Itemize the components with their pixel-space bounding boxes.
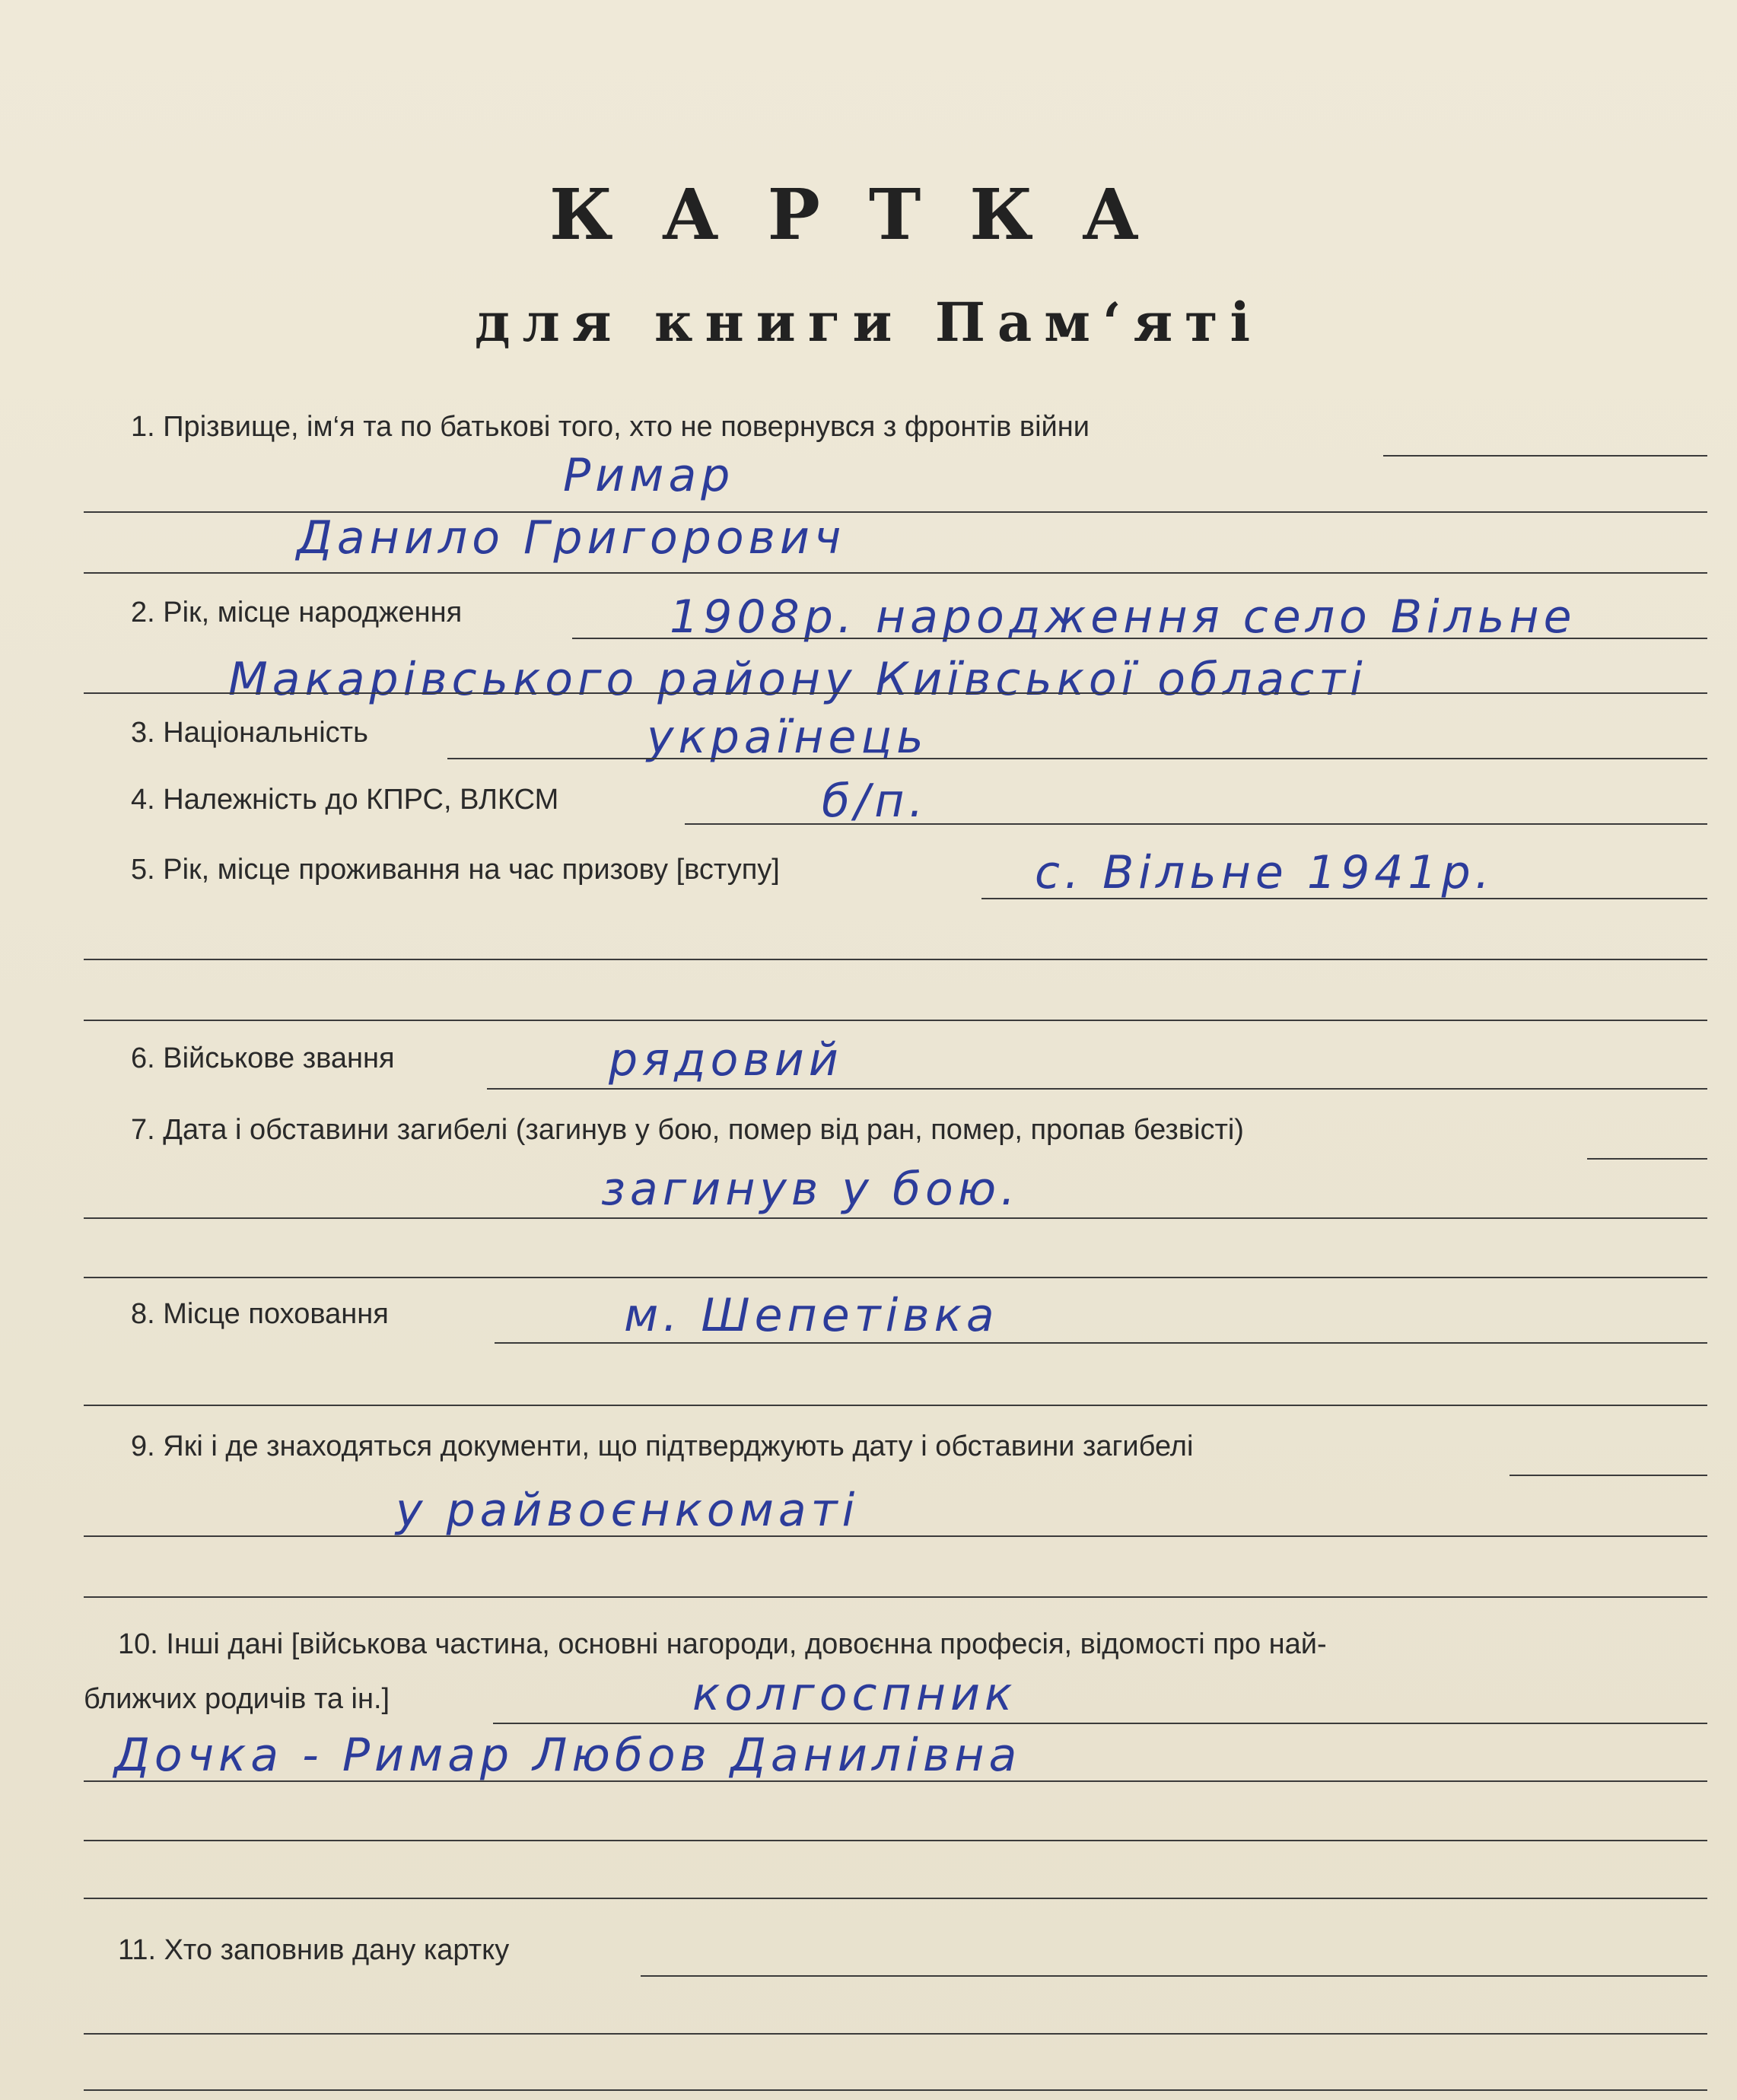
field-3-value: українець (647, 711, 928, 764)
field-7-label: 7. Дата і обставини загибелі (загинув у бою, помер від ран, помер, пропав безвісті) (131, 1114, 1244, 1146)
field-3-line (447, 758, 1707, 759)
field-11-line-c (84, 2089, 1707, 2091)
field-7-value: загинув у бою. (601, 1163, 1020, 1216)
field-9-value: у райвоєнкоматі (396, 1484, 860, 1537)
field-4-line (685, 823, 1707, 825)
field-11-label: 11. Хто заповнив дану картку (118, 1934, 510, 1966)
field-8-line-b (84, 1405, 1707, 1406)
field-6-value: рядовий (609, 1033, 843, 1087)
field-5-line-b (84, 959, 1707, 960)
field-9-line-c (84, 1596, 1707, 1598)
field-8-label: 8. Місце поховання (131, 1298, 389, 1330)
field-6-line (487, 1088, 1707, 1090)
field-6-label: 6. Військове звання (131, 1042, 395, 1074)
field-10-line-a (493, 1723, 1707, 1724)
field-9-line-b (84, 1535, 1707, 1537)
field-10-value-line2: Дочка - Римар Любов Данилівна (114, 1729, 1022, 1782)
field-9-label: 9. Які і де знаходяться документи, що підтверджують дату і обставини загибелі (131, 1430, 1194, 1462)
field-2-value-line2: Макарівського району Київської області (228, 653, 1367, 706)
field-10-line-d (84, 1898, 1707, 1899)
field-1-line-c (84, 572, 1707, 574)
field-1-value-surname: Римар (563, 449, 735, 502)
field-5-line-a (981, 898, 1707, 899)
field-7-line-c (84, 1277, 1707, 1278)
field-1-label: 1. Прізвище, ім‘я та по батькові того, хто не повернувся з фронтів війни (131, 411, 1090, 443)
field-8-line (495, 1342, 1707, 1344)
field-9-line-a (1510, 1475, 1707, 1476)
field-2-line-b (84, 692, 1707, 694)
field-10-line-b (84, 1780, 1707, 1782)
field-11-line-b (84, 2033, 1707, 2035)
field-10-label-line1: 10. Інші дані [військова частина, основні нагороди, довоєнна професія, відомості про най- (118, 1628, 1327, 1660)
card-title: КАРТКА (549, 173, 1188, 256)
field-2-line-a (572, 638, 1707, 639)
card-subtitle: для книги Пам‘яті (474, 291, 1263, 354)
field-7-line-b (84, 1217, 1707, 1219)
field-4-label: 4. Належність до КПРС, ВЛКСМ (131, 784, 559, 816)
field-2-label: 2. Рік, місце народження (131, 597, 463, 628)
field-3-label: 3. Національність (131, 717, 368, 749)
field-10-label-line2: ближчих родичів та ін.] (84, 1683, 390, 1715)
field-10-value-line1: колгоспник (692, 1668, 1017, 1721)
field-5-label: 5. Рік, місце проживання на час призову [вступу] (131, 854, 780, 886)
field-2-value-line1: 1908р. народження село Вільне (670, 590, 1576, 644)
field-5-line-c (84, 1020, 1707, 1021)
field-7-line-a (1587, 1158, 1707, 1160)
field-8-value: м. Шепетівка (624, 1289, 999, 1342)
field-4-value: б/п. (822, 775, 928, 828)
field-11-line-a (641, 1975, 1707, 1977)
field-10-line-c (84, 1840, 1707, 1841)
field-1-value-name: Данило Григорович (297, 511, 846, 565)
field-5-value: с. Вільне 1941р. (1035, 846, 1494, 899)
field-1-line-a (1383, 455, 1707, 457)
